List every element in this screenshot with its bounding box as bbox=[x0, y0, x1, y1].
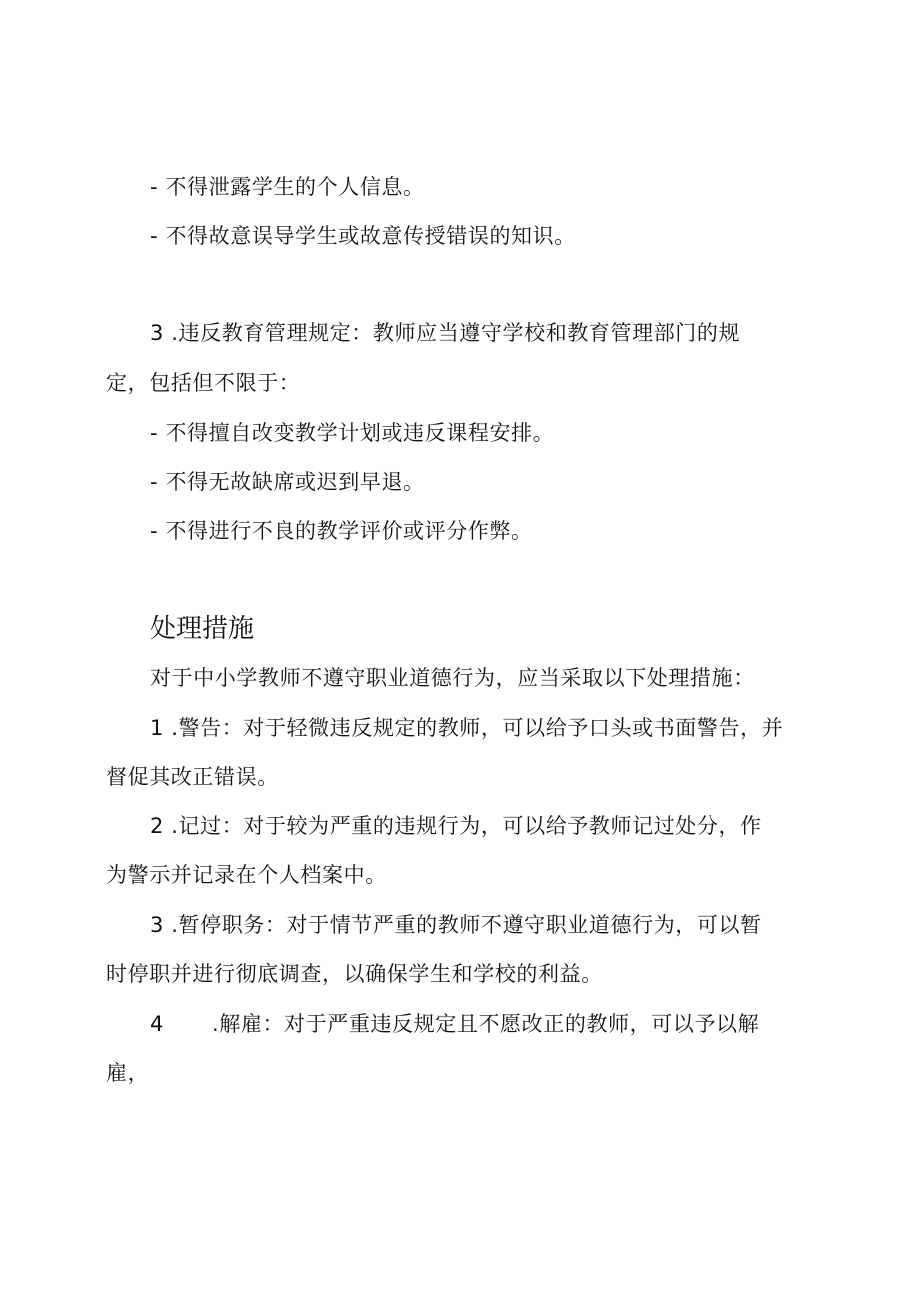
paragraph-line: 1 .警告：对于轻微违反规定的教师，可以给予口头或书面警告，并 bbox=[150, 716, 784, 740]
list-number: 4 bbox=[150, 1012, 164, 1036]
paragraph-line: 雇， bbox=[106, 1061, 150, 1085]
list-item: - 不得擅自改变教学计划或违反课程安排。 bbox=[150, 421, 555, 445]
paragraph-line: 3 .暂停职务：对于情节严重的教师不遵守职业道德行为，可以暂 bbox=[150, 913, 762, 937]
paragraph-line: 对于中小学教师不遵守职业道德行为，应当采取以下处理措施： bbox=[150, 666, 755, 690]
list-item: - 不得无故缺席或迟到早退。 bbox=[150, 470, 425, 494]
paragraph-line: 3 .违反教育管理规定：教师应当遵守学校和教育管理部门的规 bbox=[150, 321, 741, 345]
paragraph-line bbox=[150, 1009, 759, 1039]
paragraph-line: 2 .记过：对于较为严重的违规行为，可以给予教师记过处分，作 bbox=[150, 814, 762, 838]
list-item: - 不得故意误导学生或故意传授错误的知识。 bbox=[150, 224, 576, 248]
paragraph-text: .解雇：对于严重违反规定且不愿改正的教师，可以予以解 bbox=[211, 1012, 760, 1036]
paragraph-line: 时停职并进行彻底调查，以确保学生和学校的利益。 bbox=[106, 962, 603, 986]
paragraph-line: 督促其改正错误。 bbox=[106, 765, 279, 789]
section-heading: 处理措施 bbox=[150, 613, 255, 643]
paragraph-line: 为警示并记录在个人档案中。 bbox=[106, 863, 387, 887]
list-item: - 不得泄露学生的个人信息。 bbox=[150, 175, 425, 199]
list-item: - 不得进行不良的教学评价或评分作弊。 bbox=[150, 519, 533, 543]
paragraph-line: 定，包括但不限于： bbox=[106, 371, 301, 395]
